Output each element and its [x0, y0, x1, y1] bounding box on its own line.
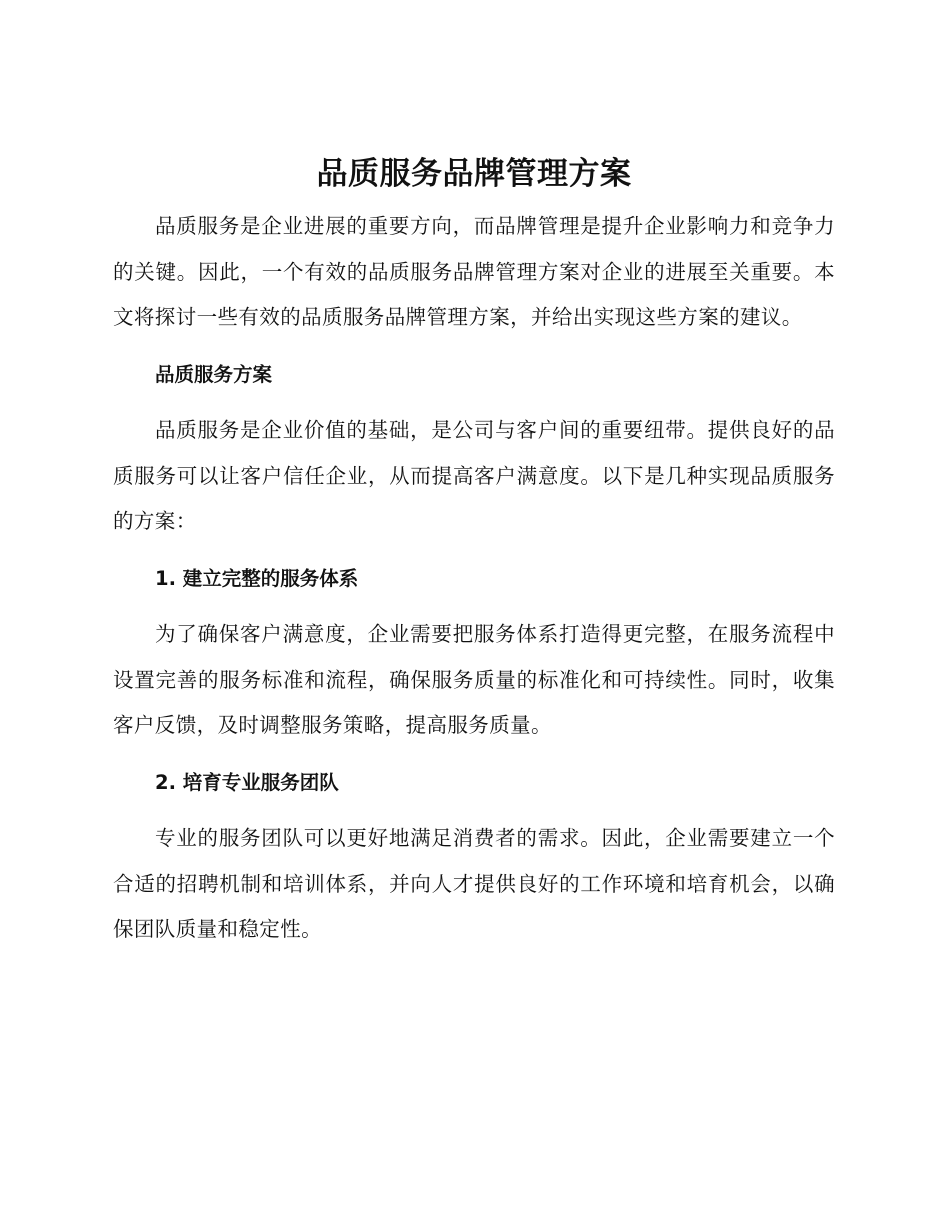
document-body [113, 150, 835, 953]
section-paragraph: 品质服务是企业价值的基础，是公司与客户间的重要纽带。提供良好的品质服务可以让客户信任企业，从而提高客户满意度。以下是几种实现品质服务的方案： [113, 418, 835, 533]
section-heading: 品质服务方案 [155, 362, 273, 386]
item-1-paragraph: 为了确保客户满意度，企业需要把服务体系打造得更完整，在服务流程中设置完善的服务标准和流程，确保服务质量的标准化和可持续性。同时，收集客户反馈，及时调整服务策略，提高服务质量。 [113, 622, 835, 737]
intro-paragraph: 品质服务是企业进展的重要方向，而品牌管理是提升企业影响力和竞争力的关键。因此，一个有效的品质服务品牌管理方案对企业的进展至关重要。本文将探讨一些有效的品质服务品牌管理方案，并给出实现这些方案的建议。 [113, 214, 835, 329]
item-1-heading: 1. 建立完整的服务体系 [155, 566, 359, 590]
item-2-paragraph: 专业的服务团队可以更好地满足消费者的需求。因此，企业需要建立一个合适的招聘机制和培训体系，并向人才提供良好的工作环境和培育机会，以确保团队质量和稳定性。 [113, 826, 835, 941]
document-title: 品质服务品牌管理方案 [316, 156, 632, 192]
item-2-heading: 2. 培育专业服务团队 [155, 770, 339, 794]
